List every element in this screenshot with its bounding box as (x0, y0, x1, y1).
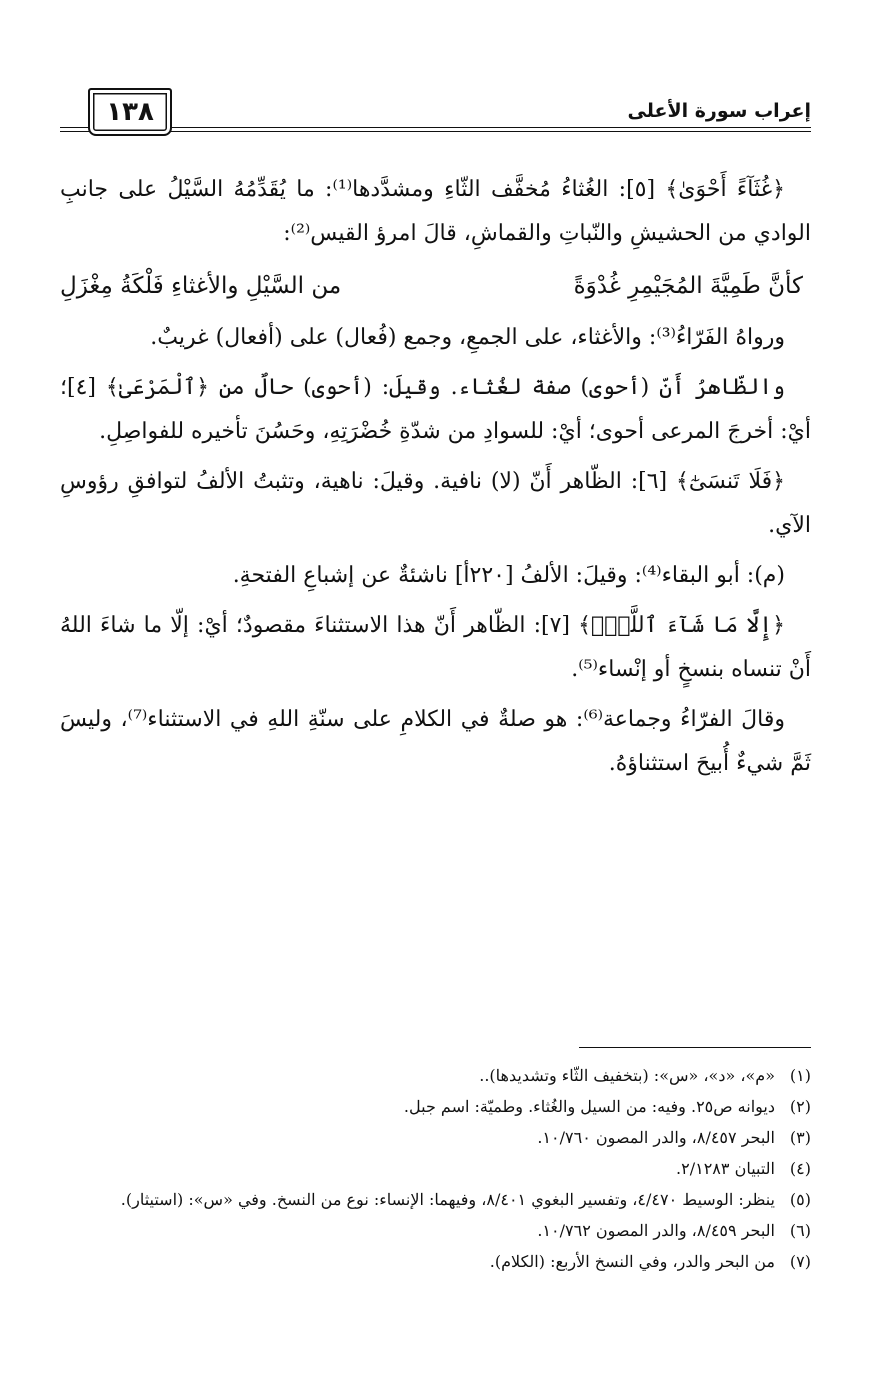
footnote-text: «م»، «د»، «س»: (بتخفيف الثّاء وتشديدها).. (479, 1066, 775, 1085)
paragraph-farra-jamaa: وقالَ الفرّاءُ وجماعة⁽⁶⁾: هو صلةٌ في الكلامِ على سنّةِ اللهِ في الاستثناء⁽⁷⁾، وليسَ ثَمَّ شيءٌ أُبيحَ استثناؤهُ. (60, 707, 811, 776)
footnote-number: (١) (789, 1066, 811, 1085)
verse-first-hemistich: كأنَّ طَمِيَّةَ المُجَيْمِرِ غُدْوَةً (573, 273, 803, 299)
paragraph-fala-tansa: ﴿فَلَا تَنسَىٰٓ﴾ [٦]: الظّاهر أَنّ (لا) نافية. وقيلَ: ناهية، وتثبتُ الألفُ لتوافقِ رؤوسِ الآي. (60, 469, 811, 538)
footnote (60, 1215, 811, 1246)
chapter-title: إعراب سورة الأعلى (627, 100, 811, 122)
paragraph-ghutha: ﴿غُثَآءً أَحْوَىٰ﴾ [٥]: الغُثاءُ مُخفَّف الثّاءِ ومشدَّدها⁽¹⁾: ما يُقَدِّمُهُ السَّيْلُ على جانبِ الوادي من الحشيشِ والنّباتِ والقماشِ، قالَ امرؤ القيس⁽²⁾: (60, 177, 811, 246)
footnote-text: من البحر والدر، وفي النسخ الأربع: (الكلام). (489, 1252, 775, 1271)
poetry-verse (60, 262, 811, 310)
main-text (60, 168, 811, 792)
footnote-text: ينظر: الوسيط ٤/٤٧٠، وتفسير البغوي ٨/٤٠١، وفيهما: الإنساء: نوع من النسخ. وفي «س»: (استيثار). (120, 1190, 775, 1209)
footnote-number: (٤) (789, 1159, 811, 1178)
running-header (60, 88, 811, 138)
footnote (60, 1060, 811, 1091)
page-number: ١٣٨ (106, 97, 154, 127)
footnote-number: (٦) (789, 1221, 811, 1240)
footnote (60, 1153, 811, 1184)
footnote-text: البحر ٨/٤٥٩، والدر المصون ١٠/٧٦٢. (537, 1221, 775, 1240)
paragraph-ahwa: والظّاهرُ أَنّ (أحوى) صفة لغُثاء. وقيلَ: (أحوى) حالٌ من ﴿ٱلْمَرْعَىٰ﴾ [٤]؛ أيْ: أخرجَ المرعى أحوى؛ أيْ: للسوادِ من شدّةِ خُضْرَتِهِ، وحَسُنَ تأخيره للفواصِلِ. (60, 375, 811, 444)
footnote-text: التبيان ٢/١٢٨٣. (676, 1159, 775, 1178)
footnote-text: البحر ٨/٤٥٧، والدر المصون ١٠/٧٦٠. (537, 1128, 775, 1147)
footnote-separator (579, 1047, 811, 1048)
footnote-number: (٢) (789, 1097, 811, 1116)
footnotes (60, 1060, 811, 1277)
paragraph-illa-ma-shaa: ﴿إِلَّا مَا شَآءَ ٱللَّهُۚ﴾ [٧]: الظّاهر أَنّ هذا الاستثناءَ مقصودٌ؛ أيْ: إلّا ما شاءَ اللهُ أَنْ تنساه بنسخٍ أو إنْساء⁽⁵⁾. (60, 613, 811, 682)
header-rule (60, 127, 811, 132)
book-page (60, 0, 811, 1389)
page-number-frame (88, 88, 172, 136)
footnote-number: (٣) (789, 1128, 811, 1147)
footnote (60, 1122, 811, 1153)
footnote (60, 1091, 811, 1122)
footnote (60, 1246, 811, 1277)
footnote (60, 1184, 811, 1215)
footnote-text: ديوانه ص٢٥. وفيه: من السيل والغُثاء. وطميّة: اسم جبل. (403, 1097, 775, 1116)
footnote-number: (٥) (789, 1190, 811, 1209)
verse-second-hemistich: من السَّيْلِ والأغثاءِ فَلْكَةُ مِغْزَلِ (60, 273, 342, 299)
paragraph-abu-albaqa: (م): أبو البقاء⁽⁴⁾: وقيلَ: الألفُ [٢٢٠أ] ناشئةٌ عن إشباعِ الفتحةِ. (232, 563, 785, 588)
footnote-number: (٧) (789, 1252, 811, 1271)
paragraph-farra-reading: ورواهُ الفَرّاءُ⁽³⁾: والأغثاء، على الجمعِ، وجمع (فُعال) على (أفعال) غريبٌ. (150, 325, 785, 350)
